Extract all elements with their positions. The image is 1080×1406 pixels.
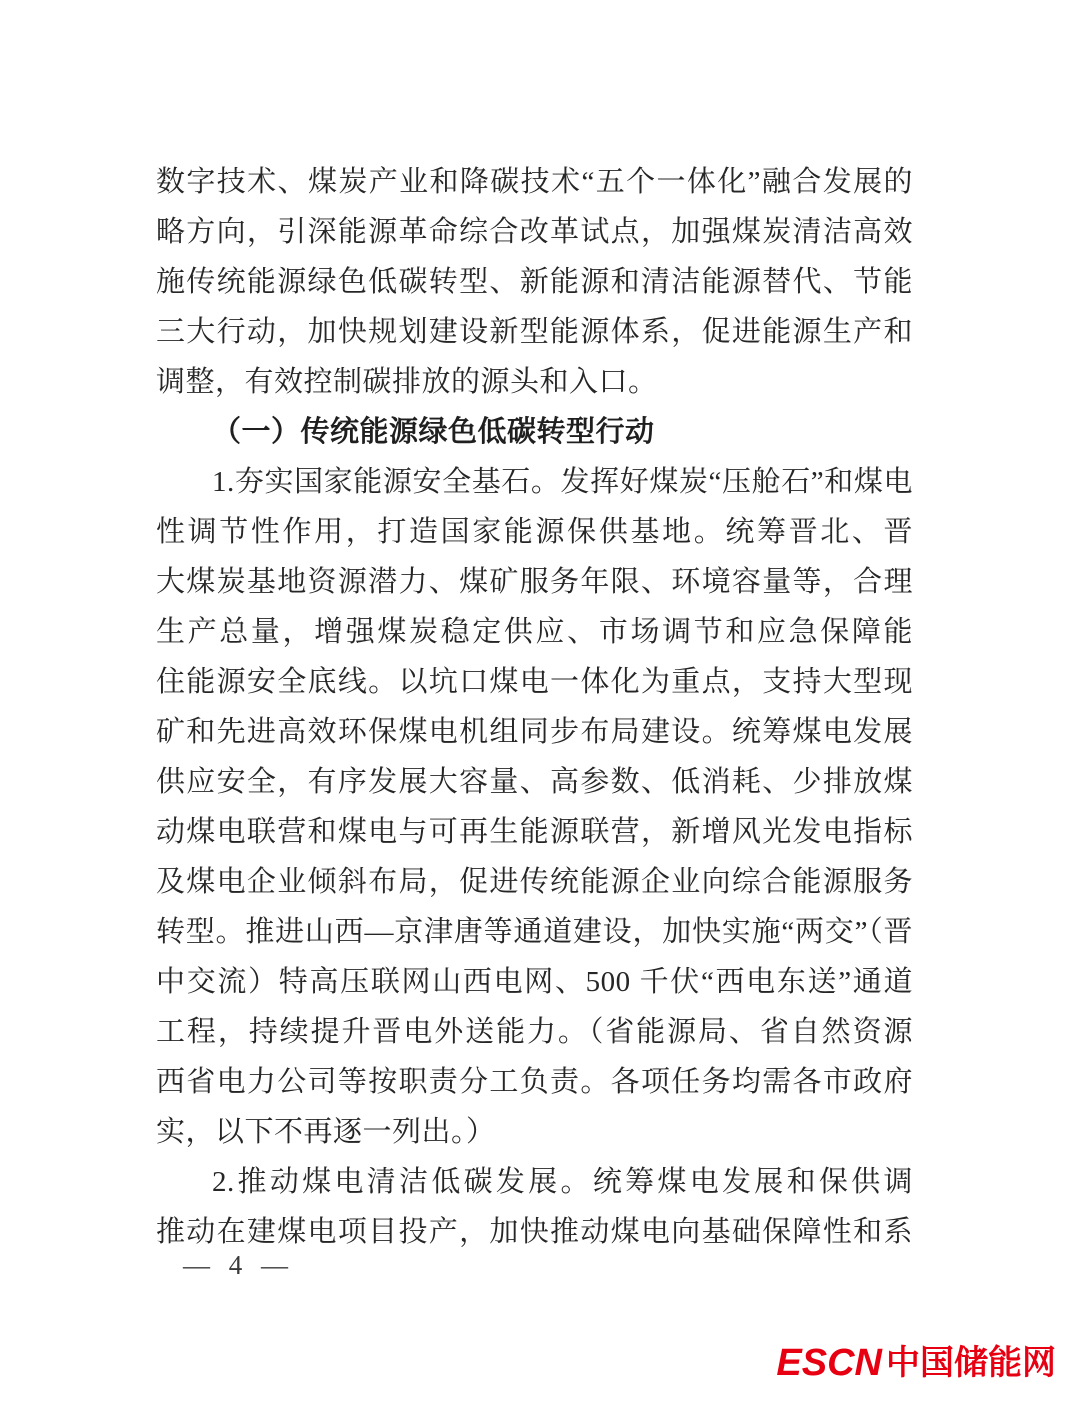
- body-line: 中交流）特高压联网山西电网、500 千伏“西电东送”通道: [156, 966, 913, 998]
- body-line: 1.夯实国家能源安全基石。发挥好煤炭“压舱石”和煤电: [212, 466, 913, 498]
- body-line: 略方向，引深能源革命综合改革试点，加强煤炭清洁高效: [156, 216, 913, 248]
- body-line: 工程，持续提升晋电外送能力。（省能源局、省自然资源: [156, 1016, 913, 1048]
- body-line: 数字技术、煤炭产业和降碳技术“五个一体化”融合发展的: [156, 166, 913, 198]
- body-line: 及煤电企业倾斜布局，促进传统能源企业向综合能源服务: [156, 866, 913, 898]
- body-line: 转型。推进山西—京津唐等通道建设，加快实施“两交”（晋: [156, 916, 913, 948]
- body-line: 供应安全，有序发展大容量、高参数、低消耗、少排放煤: [156, 766, 913, 798]
- body-line: 施传统能源绿色低碳转型、新能源和清洁能源替代、节能: [156, 266, 913, 298]
- body-line: 2.推动煤电清洁低碳发展。统筹煤电发展和保供调: [212, 1166, 913, 1198]
- body-line: 调整，有效控制碳排放的源头和入口。: [156, 366, 658, 398]
- section-heading: （一）传统能源绿色低碳转型行动: [212, 416, 655, 448]
- body-line: 动煤电联营和煤电与可再生能源联营，新增风光发电指标: [156, 816, 913, 848]
- body-line: 大煤炭基地资源潜力、煤矿服务年限、环境容量等，合理: [156, 566, 913, 598]
- body-line: 住能源安全底线。以坑口煤电一体化为重点，支持大型现: [156, 666, 913, 698]
- body-line: 生产总量，增强煤炭稳定供应、市场调节和应急保障能: [156, 616, 913, 648]
- body-line: 西省电力公司等按职责分工负责。各项任务均需各市政府: [156, 1066, 913, 1098]
- watermark: [776, 1344, 1056, 1382]
- body-line: 矿和先进高效环保煤电机组同步布局建设。统筹煤电发展: [156, 716, 913, 748]
- page-number: — 4 —: [183, 1250, 294, 1280]
- body-line: 实，以下不再逐一列出。）: [156, 1116, 496, 1148]
- escn-logo: ESCN: [776, 1342, 882, 1384]
- watermark-site-name: 中国储能网: [886, 1344, 1056, 1382]
- body-line: 性调节性作用，打造国家能源保供基地。统筹晋北、晋: [156, 516, 913, 548]
- document-body: [156, 157, 913, 1257]
- body-line: 推动在建煤电项目投产，加快推动煤电向基础保障性和系: [156, 1216, 913, 1248]
- body-line: 三大行动，加快规划建设新型能源体系，促进能源生产和: [156, 316, 913, 348]
